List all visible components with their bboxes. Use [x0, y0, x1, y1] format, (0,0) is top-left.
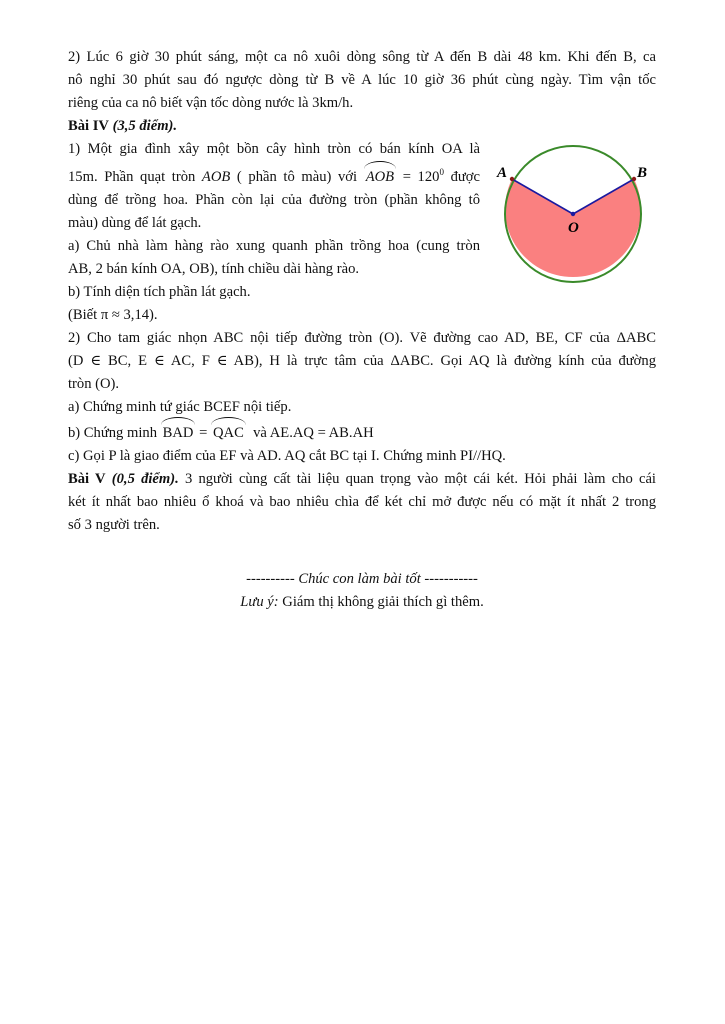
- bai5-line: số 3 người trên.: [68, 517, 160, 533]
- q2b-text: b) Chứng minh: [68, 425, 157, 441]
- label-a: A: [497, 165, 508, 181]
- note-text: Giám thị không giải thích gì thêm.: [282, 594, 484, 610]
- footer-wish: [68, 571, 656, 588]
- q2b-text: và AE.AQ = AB.AH: [253, 425, 374, 441]
- equals-sign: =: [199, 425, 208, 441]
- bai4-q1-text: 15m. Phần quạt tròn: [68, 169, 196, 185]
- bai4-q1-line: dùng để trồng hoa. Phần còn lại của đường tròn (phần không tô: [68, 192, 480, 208]
- q2-line: nô nghỉ 30 phút sau đó ngược dòng từ B về A lúc 10 giờ 36 phút cùng ngày. Tìm vận tốc: [68, 72, 656, 88]
- label-o: O: [568, 220, 579, 236]
- angle-value: = 120: [402, 169, 440, 185]
- bai4-q2a: a) Chứng minh tứ giác BCEF nội tiếp.: [68, 399, 292, 415]
- bai4-q2-line: tròn (O).: [68, 376, 120, 392]
- bai4-q1-text: được: [450, 169, 480, 185]
- angle-qac-text: QAC: [213, 425, 244, 441]
- circle-figure: [495, 143, 655, 288]
- angle-bad-text: BAD: [162, 425, 194, 441]
- bai4-q1-line: [68, 161, 480, 189]
- bai5-points: (0,5 điểm).: [111, 471, 179, 487]
- note-label: Lưu ý:: [240, 594, 279, 610]
- bai5-line: két ít nhất bao nhiêu ổ khoá và bao nhiêu chìa để két chỉ mở được nếu có mặt ít nhất 2 trong: [68, 494, 656, 510]
- wish-text: ---------- Chúc con làm bài tốt -----------: [246, 571, 478, 587]
- pi-note: (Biết π ≈ 3,14).: [68, 307, 158, 323]
- q2-line: 2) Lúc 6 giờ 30 phút sáng, một ca nô xuôi dòng sông từ A đến B dài 48 km. Khi đến B, ca: [68, 49, 656, 65]
- bai4-q2-line: (D ∈ BC, E ∈ AC, F ∈ AB), H là trực tâm của ΔABC. Gọi AQ là đường kính của đường: [68, 353, 656, 369]
- exam-page: [68, 46, 656, 537]
- q2-line: riêng của ca nô biết vận tốc dòng nước là 3km/h.: [68, 95, 354, 111]
- point-o: [571, 212, 575, 216]
- point-a: [510, 177, 514, 181]
- bai4-q2b: [68, 422, 656, 445]
- bai4-q1-text: ( phần tô màu) với: [236, 169, 358, 185]
- footer-note: [68, 594, 656, 611]
- bai4-q1-line: [68, 138, 480, 161]
- bai5-line: [68, 468, 656, 491]
- bai4-qa-line: a) Chủ nhà làm hàng rào xung quanh phần trồng hoa (cung tròn: [68, 238, 480, 254]
- bai4-heading: [68, 115, 656, 138]
- sector-name: AOB: [201, 169, 231, 185]
- angle-qac: [211, 422, 246, 445]
- bai5-title: Bài V: [68, 471, 106, 487]
- bai4-title: Bài IV: [68, 118, 109, 134]
- point-b: [632, 177, 636, 181]
- bai4-q1-line: màu) dùng để lát gạch.: [68, 215, 202, 231]
- label-b: B: [637, 165, 648, 181]
- bai4-qb: b) Tính diện tích phần lát gạch.: [68, 284, 251, 300]
- angle-aob-text: AOB: [365, 169, 395, 185]
- bai4-q2-line: 2) Cho tam giác nhọn ABC nội tiếp đường tròn (O). Vẽ đường cao AD, BE, CF của ΔABC: [68, 330, 656, 346]
- bai4-qa-line: AB, 2 bán kính OA, OB), tính chiều dài hàng rào.: [68, 261, 360, 277]
- bai4-q2c: c) Gọi P là giao điểm của EF và AD. AQ cắt BC tại I. Chứng minh PI//HQ.: [68, 448, 506, 464]
- bai4-points: (3,5 điểm).: [112, 118, 178, 134]
- bai5-text: 3 người cùng cất tài liệu quan trọng vào một cái két. Hỏi phải làm cho cái: [184, 471, 656, 487]
- angle-aob: [364, 166, 396, 189]
- bai4-q1-text: 1) Một gia đình xây một bồn cây hình tròn có bán kính OA là: [68, 141, 480, 157]
- angle-bad: [161, 422, 196, 445]
- degree-mark: 0: [439, 167, 444, 177]
